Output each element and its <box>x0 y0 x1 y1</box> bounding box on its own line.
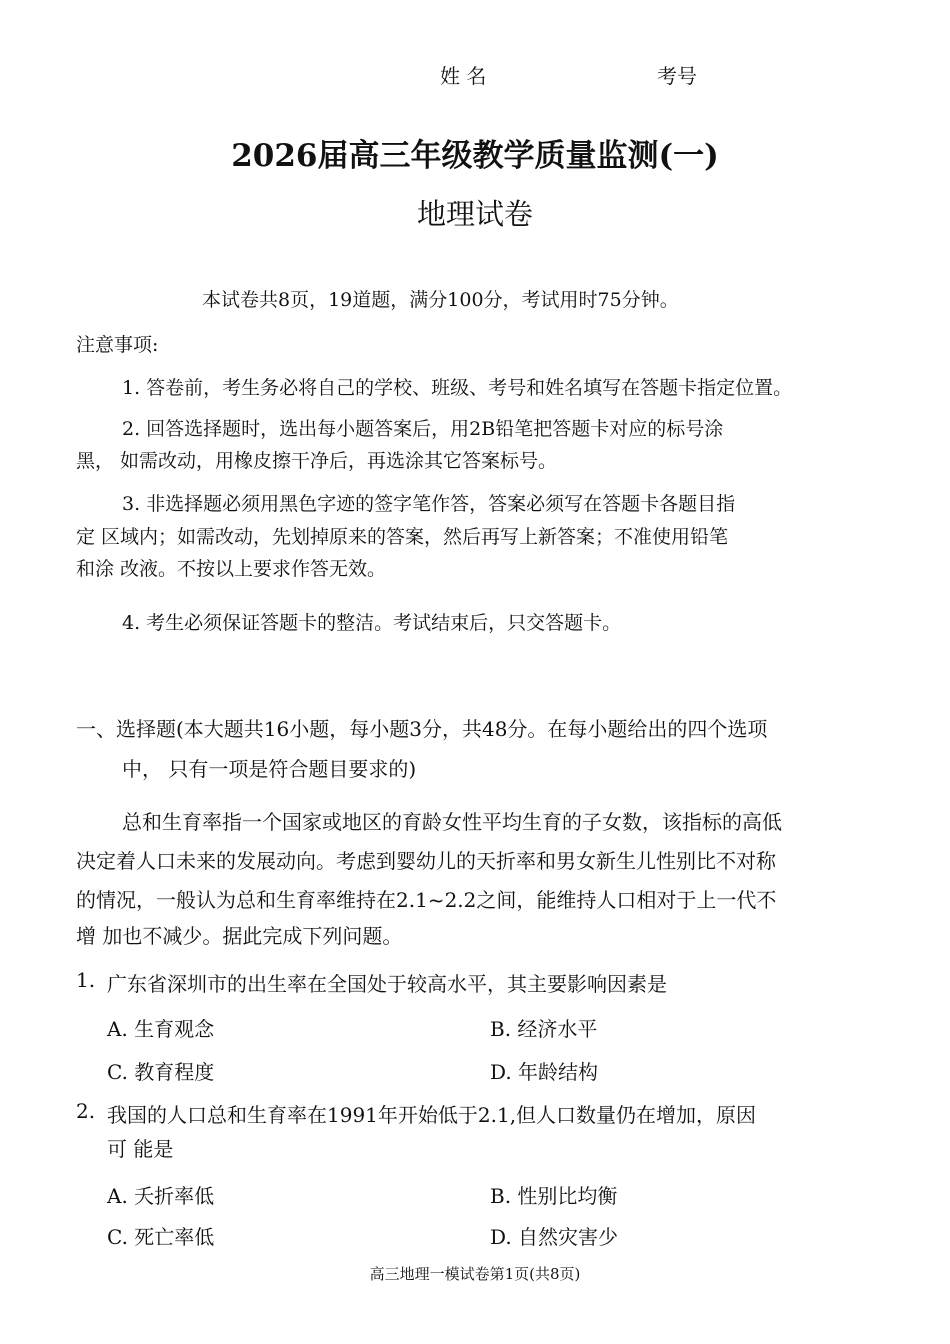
passage-line-3: 的情况，一般认为总和生育率维持在2.1~2.2之间，能维持人口相对于上一代不 <box>76 888 777 912</box>
notice-item-3-line-2: 定 区域内；如需改动，先划掉原来的答案，然后再写上新答案；不准使用铅笔 <box>76 526 729 548</box>
question-2-stem-line-1: 我国的人口总和生育率在1991年开始低于2.1,但人口数量仍在增加，原因 <box>107 1103 757 1127</box>
notice-item-3-line-3: 和涂 改液。不按以上要求作答无效。 <box>76 558 387 580</box>
section-heading-line-1: 一、选择题(本大题共16小题，每小题3分，共48分。在每小题给出的四个选项 <box>76 717 768 741</box>
question-2-option-b: B. 性别比均衡 <box>490 1184 618 1208</box>
notice-item-1: 1. 答卷前，考生务必将自己的学校、班级、考号和姓名填写在答题卡指定位置。 <box>122 377 793 399</box>
question-1-option-a: A. 生育观念 <box>107 1017 215 1041</box>
question-number: 2. <box>76 1099 96 1123</box>
question-2-stem-line-2: 可 能是 <box>107 1137 174 1161</box>
notice-heading: 注意事项: <box>76 334 159 356</box>
notice-item-3-line-1: 3. 非选择题必须用黑色字迹的签字笔作答，答案必须写在答题卡各题目指 <box>122 493 736 515</box>
exam-number-label: 考号 <box>657 64 697 88</box>
notice-item-2-line-1: 2. 回答选择题时，选出每小题答案后，用2B铅笔把答题卡对应的标号涂 <box>122 418 724 440</box>
exam-title: 2026届高三年级教学质量监测(一) <box>231 138 719 174</box>
question-number: 1. <box>76 968 96 992</box>
passage-line-2: 决定着人口未来的发展动向。考虑到婴幼儿的天折率和男女新生儿性别比不对称 <box>76 849 776 873</box>
page-footer: 高三地理一模试卷第1页(共8页) <box>369 1265 581 1283</box>
notice-item-2-line-2: 黑， 如需改动，用橡皮擦干净后，再选涂其它答案标号。 <box>76 450 558 472</box>
section-heading-line-2: 中， 只有一项是符合题目要求的) <box>122 757 417 781</box>
name-label: 姓 名 <box>440 64 487 88</box>
exam-intro: 本试卷共8页，19道题，满分100分，考试用时75分钟。 <box>202 289 679 311</box>
question-1-option-d: D. 年龄结构 <box>490 1060 599 1084</box>
question-2-option-c: C. 死亡率低 <box>107 1225 215 1249</box>
question-2-option-d: D. 自然灾害少 <box>490 1225 619 1249</box>
question-2-option-a: A. 夭折率低 <box>107 1184 215 1208</box>
passage-line-4: 增 加也不减少。据此完成下列问题。 <box>76 924 403 948</box>
question-1-stem: 广东省深圳市的出生率在全国处于较高水平，其主要影响因素是 <box>107 972 667 996</box>
notice-item-4: 4. 考生必须保证答题卡的整洁。考试结束后，只交答题卡。 <box>122 612 622 634</box>
exam-subtitle: 地理试卷 <box>416 197 533 231</box>
passage-line-1: 总和生育率指一个国家或地区的育龄女性平均生育的子女数，该指标的高低 <box>122 810 782 834</box>
question-1-option-b: B. 经济水平 <box>490 1017 598 1041</box>
question-1-option-c: C. 教育程度 <box>107 1060 215 1084</box>
